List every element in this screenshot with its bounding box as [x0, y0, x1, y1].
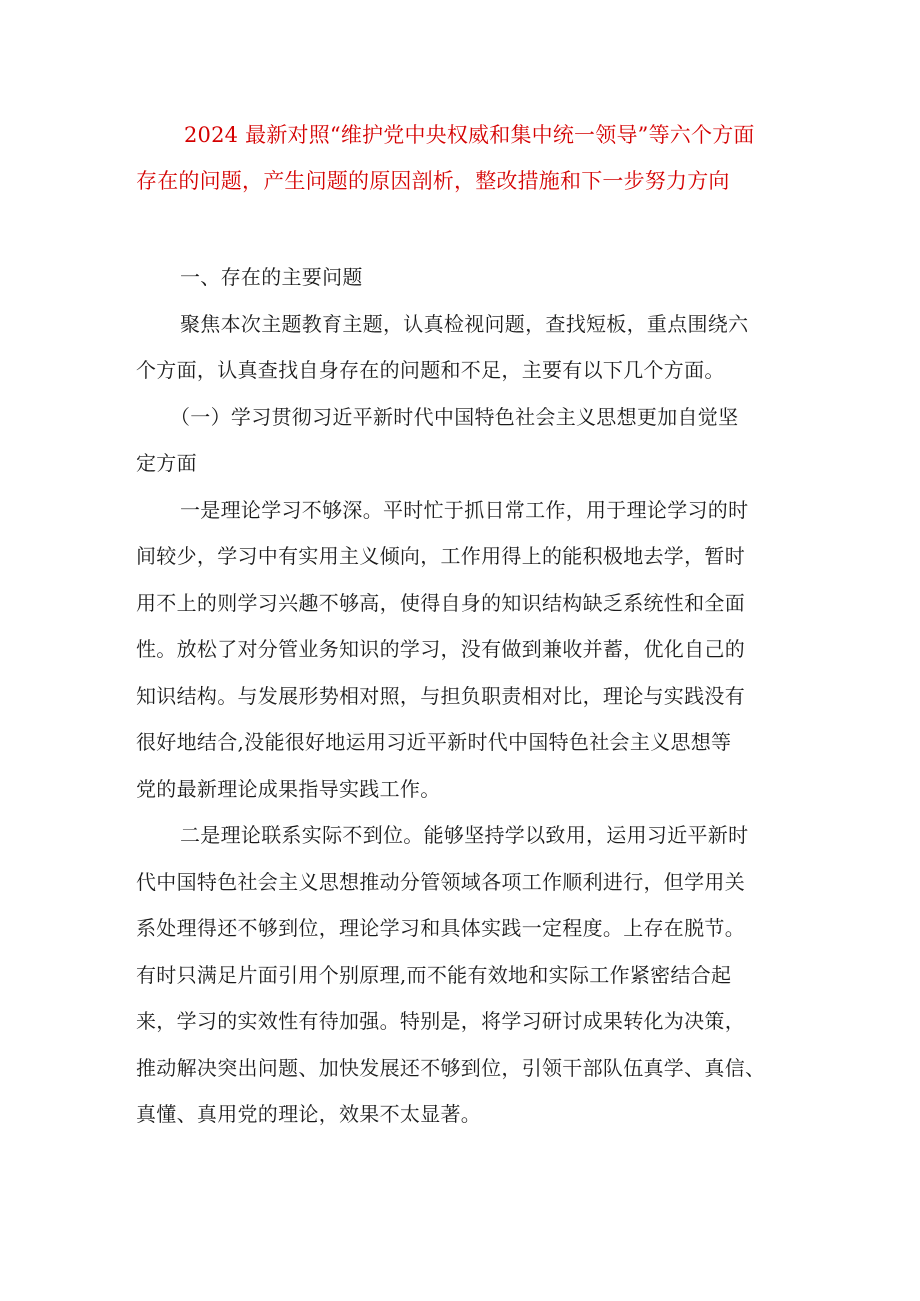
section-heading — [136, 254, 812, 301]
paragraph-line: 一是理论学习不够深。平时忙于抓日常工作，用于理论学习的时 — [180, 497, 749, 522]
paragraph-line: 间较少，学习中有实用主义倾向，工作用得上的能积极地去学，暂时 — [136, 544, 745, 568]
title-line: 2024 最新对照“维护党中央权威和集中统一领导”等六个方面 — [184, 123, 755, 147]
intro-paragraph — [136, 301, 812, 394]
subsection-heading — [136, 394, 812, 487]
subsection-heading-line: 定方面 — [136, 451, 197, 475]
paragraph-line: 知识结构。与发展形势相对照，与担负职责相对比，理论与实践没有 — [136, 683, 745, 708]
paragraph-line: 用不上的则学习兴趣不够高，使得自身的知识结构缺乏系统性和全面 — [136, 590, 745, 615]
paragraph-line: 性。放松了对分管业务知识的学习，没有做到兼收并蓄，优化自己的 — [136, 637, 745, 661]
document-body — [136, 254, 812, 1138]
paragraph-theory-practice — [136, 812, 812, 1138]
paragraph-line: 推动解决突出问题、加快发展还不够到位，引领干部队伍真学、真信、 — [136, 1055, 766, 1080]
paragraph-line: 真懂、真用党的理论，效果不太显著。 — [136, 1102, 482, 1126]
title-line: 存在的问题，产生问题的原因剖析，整改措施和下一步努力方向 — [136, 169, 730, 193]
paragraph-line: 个方面，认真查找自身存在的问题和不足，主要有以下几个方面。 — [136, 358, 725, 382]
section-heading-text: 一、存在的主要问题 — [180, 265, 363, 289]
paragraph-line: 聚焦本次主题教育主题，认真检视问题，查找短板，重点围绕六 — [180, 311, 749, 336]
subsection-heading-line: （一）学习贯彻习近平新时代中国特色社会主义思想更加自觉坚 — [170, 404, 739, 429]
paragraph-theory-study — [136, 487, 812, 813]
document-title — [136, 112, 806, 204]
paragraph-line: 系处理得还不够到位，理论学习和具体实践一定程度。上存在脱节。 — [136, 916, 745, 940]
paragraph-line: 代中国特色社会主义思想推动分管领域各项工作顺利进行，但学用关 — [136, 869, 745, 894]
paragraph-line: 很好地结合,没能很好地运用习近平新时代中国特色社会主义思想等 — [136, 730, 732, 754]
paragraph-line: 党的最新理论成果指导实践工作。 — [136, 776, 441, 801]
paragraph-line: 有时只满足片面引用个别原理,而不能有效地和实际工作紧密结合起 — [136, 962, 732, 987]
paragraph-line: 来，学习的实效性有待加强。特别是，将学习研讨成果转化为决策， — [136, 1009, 745, 1033]
paragraph-line: 二是理论联系实际不到位。能够坚持学以致用，运用习近平新时 — [180, 823, 749, 847]
